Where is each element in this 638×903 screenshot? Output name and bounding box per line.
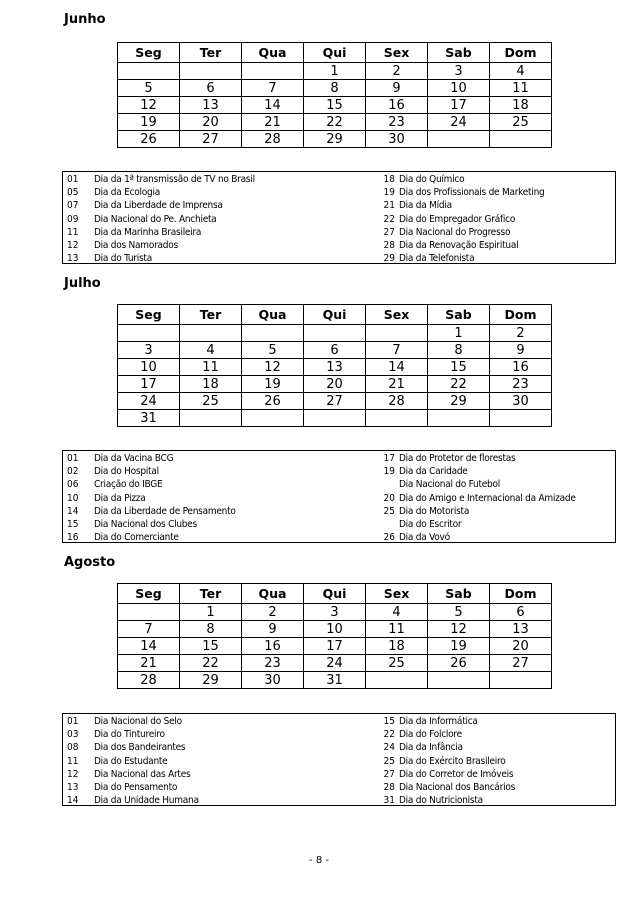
note-day: 09 (67, 213, 79, 225)
commemorative-date (63, 213, 333, 226)
day-cell: 8 (180, 621, 242, 638)
note-text: Dia da 1ª transmissão de TV no Brasil (94, 174, 255, 185)
day-cell: 6 (180, 80, 242, 97)
day-cell: 16 (490, 359, 552, 376)
month-title-julho: Julho (64, 276, 101, 291)
note-text: Dia Nacional do Futebol (399, 479, 500, 491)
day-cell (180, 325, 242, 342)
commemorative-date (63, 239, 333, 252)
note-day: 05 (67, 187, 79, 199)
day-cell: 30 (366, 131, 428, 148)
weekday-header: Sex (366, 43, 428, 63)
day-cell: 12 (242, 359, 304, 376)
note-day: 21 (383, 200, 395, 212)
weekday-header: Qua (242, 43, 304, 63)
note-text: Dia do Folclore (399, 729, 462, 741)
day-cell: 8 (428, 342, 490, 359)
note-text: Dia do Tintureiro (94, 729, 165, 741)
day-cell: 22 (180, 655, 242, 672)
day-cell (428, 672, 490, 689)
note-text: Dia da Mídia (399, 200, 452, 212)
note-day: 11 (67, 755, 79, 767)
notes-right-column (381, 452, 617, 544)
week-row (118, 359, 552, 376)
note-text: Dia Nacional dos Bancários (399, 781, 516, 793)
day-cell: 18 (366, 638, 428, 655)
day-cell: 14 (242, 97, 304, 114)
note-text: Dia do Escritor (399, 518, 462, 530)
note-text: Dia da Vacina BCG (94, 453, 174, 464)
note-text: Dia do Hospital (94, 466, 159, 478)
commemorative-date (63, 186, 333, 199)
week-row (118, 621, 552, 638)
day-cell: 9 (490, 342, 552, 359)
day-cell: 29 (180, 672, 242, 689)
week-row (118, 131, 552, 148)
day-cell: 26 (118, 131, 180, 148)
commemorative-date (63, 173, 333, 186)
weekday-header: Qui (304, 584, 366, 604)
day-cell (490, 672, 552, 689)
commemorative-date (63, 715, 333, 728)
commemorative-date (381, 794, 617, 807)
day-cell: 1 (180, 604, 242, 621)
commemorative-date (63, 768, 333, 781)
note-text: Dia Nacional do Progresso (399, 226, 511, 238)
day-cell: 18 (180, 376, 242, 393)
note-text: Dia do Turista (94, 253, 152, 265)
day-cell: 27 (304, 393, 366, 410)
day-cell: 1 (428, 325, 490, 342)
day-cell: 28 (242, 131, 304, 148)
commemorative-date (381, 186, 617, 199)
month-title-agosto: Agosto (64, 555, 116, 570)
day-cell (118, 63, 180, 80)
day-cell: 24 (428, 114, 490, 131)
day-cell: 26 (242, 393, 304, 410)
day-cell: 12 (118, 97, 180, 114)
note-text: Dia do Nutricionista (399, 795, 483, 807)
day-cell: 13 (490, 621, 552, 638)
day-cell: 5 (118, 80, 180, 97)
day-cell: 7 (366, 342, 428, 359)
day-cell: 21 (366, 376, 428, 393)
week-row (118, 604, 552, 621)
commemorative-date (381, 173, 617, 186)
weekday-header: Qui (304, 305, 366, 325)
weekday-header-row (118, 43, 552, 63)
weekday-header: Dom (490, 584, 552, 604)
weekday-header: Seg (118, 305, 180, 325)
week-row (118, 376, 552, 393)
weekday-header: Ter (180, 305, 242, 325)
weekday-header: Qua (242, 584, 304, 604)
day-cell: 15 (180, 638, 242, 655)
day-cell: 3 (428, 63, 490, 80)
note-day: 12 (67, 768, 79, 780)
note-text: Dia Nacional do Pe. Anchieta (94, 213, 217, 225)
note-day: 07 (67, 200, 79, 212)
day-cell: 19 (242, 376, 304, 393)
day-cell: 17 (118, 376, 180, 393)
day-cell: 29 (428, 393, 490, 410)
day-cell: 13 (180, 97, 242, 114)
weekday-header: Ter (180, 584, 242, 604)
day-cell: 22 (304, 114, 366, 131)
note-day: 19 (383, 466, 395, 478)
note-day: 20 (383, 492, 395, 504)
commemorative-date (63, 492, 333, 505)
note-text: Dia do Exército Brasileiro (399, 755, 506, 767)
day-cell: 11 (366, 621, 428, 638)
note-day: 31 (383, 795, 395, 807)
notes-left-column (63, 452, 333, 544)
day-cell: 21 (118, 655, 180, 672)
day-cell (242, 410, 304, 427)
note-day: 03 (67, 729, 79, 741)
note-day: 13 (67, 253, 79, 265)
note-day: 14 (67, 505, 79, 517)
day-cell: 10 (118, 359, 180, 376)
commemorative-date (381, 781, 617, 794)
note-day: 06 (67, 479, 79, 491)
commemorative-date (63, 452, 333, 465)
week-row (118, 410, 552, 427)
calendar-julho (117, 304, 552, 427)
day-cell (366, 410, 428, 427)
weekday-header: Ter (180, 43, 242, 63)
notes-left-column (63, 715, 333, 807)
note-day: 17 (383, 453, 395, 464)
day-cell: 3 (118, 342, 180, 359)
note-day: 15 (67, 518, 79, 530)
notes-right-column (381, 173, 617, 265)
day-cell: 24 (118, 393, 180, 410)
commemorative-date (63, 478, 333, 491)
note-text: Dia da Telefonista (399, 253, 475, 265)
week-row (118, 97, 552, 114)
weekday-header: Sab (428, 584, 490, 604)
day-cell (180, 63, 242, 80)
commemorative-date (63, 531, 333, 544)
day-cell: 11 (180, 359, 242, 376)
day-cell: 19 (428, 638, 490, 655)
commemorative-date (381, 226, 617, 239)
commemorative-date (381, 741, 617, 754)
note-day: 18 (383, 174, 395, 185)
note-day: 01 (67, 716, 79, 727)
note-text: Dia do Amigo e Internacional da Amizade (399, 492, 576, 504)
commemorative-date (63, 252, 333, 265)
day-cell: 27 (180, 131, 242, 148)
day-cell: 10 (304, 621, 366, 638)
day-cell: 3 (304, 604, 366, 621)
day-cell (180, 410, 242, 427)
day-cell: 17 (428, 97, 490, 114)
note-day: 27 (383, 768, 395, 780)
note-day: 24 (383, 742, 395, 754)
weekday-header-row (118, 584, 552, 604)
week-row (118, 80, 552, 97)
commemorative-date (63, 755, 333, 768)
note-day: 25 (383, 755, 395, 767)
commemorative-date (381, 239, 617, 252)
weekday-header: Sex (366, 305, 428, 325)
calendar-agosto (117, 583, 552, 689)
note-text: Dia dos Profissionais de Marketing (399, 187, 545, 199)
day-cell: 5 (242, 342, 304, 359)
day-cell: 11 (490, 80, 552, 97)
note-text: Dia do Protetor de florestas (399, 453, 516, 464)
weekday-header: Seg (118, 584, 180, 604)
month-title-junho: Junho (64, 12, 106, 27)
day-cell (304, 325, 366, 342)
commemorative-date (381, 452, 617, 465)
day-cell: 7 (242, 80, 304, 97)
commemorative-date (381, 213, 617, 226)
day-cell: 18 (490, 97, 552, 114)
note-text: Dia da Marinha Brasileira (94, 226, 202, 238)
day-cell: 20 (304, 376, 366, 393)
day-cell: 15 (428, 359, 490, 376)
day-cell: 13 (304, 359, 366, 376)
commemorative-date (381, 768, 617, 781)
week-row (118, 114, 552, 131)
commemorative-date (381, 199, 617, 212)
day-cell: 7 (118, 621, 180, 638)
note-day: 12 (67, 239, 79, 251)
commemorative-date (63, 226, 333, 239)
page-number: - 8 - (309, 855, 329, 866)
day-cell (118, 604, 180, 621)
day-cell: 6 (490, 604, 552, 621)
day-cell (118, 325, 180, 342)
weekday-header: Sab (428, 305, 490, 325)
day-cell: 28 (366, 393, 428, 410)
commemorative-date (381, 755, 617, 768)
day-cell: 29 (304, 131, 366, 148)
weekday-header: Seg (118, 43, 180, 63)
day-cell: 9 (366, 80, 428, 97)
note-text: Dia da Liberdade de Pensamento (94, 505, 236, 517)
notes-agosto (62, 713, 616, 806)
day-cell: 14 (118, 638, 180, 655)
weekday-header-row (118, 305, 552, 325)
note-day: 22 (383, 729, 395, 741)
note-day: 10 (67, 492, 79, 504)
note-day: 13 (67, 781, 79, 793)
note-day: 15 (383, 716, 395, 727)
day-cell (490, 410, 552, 427)
commemorative-date (381, 492, 617, 505)
day-cell: 9 (242, 621, 304, 638)
day-cell: 24 (304, 655, 366, 672)
weekday-header: Sex (366, 584, 428, 604)
day-cell: 22 (428, 376, 490, 393)
day-cell: 26 (428, 655, 490, 672)
note-text: Dia da Vovó (399, 532, 450, 544)
commemorative-date (381, 505, 617, 518)
day-cell (366, 672, 428, 689)
day-cell: 31 (118, 410, 180, 427)
weekday-header: Dom (490, 305, 552, 325)
note-day: 11 (67, 226, 79, 238)
day-cell (242, 63, 304, 80)
day-cell: 2 (242, 604, 304, 621)
day-cell: 8 (304, 80, 366, 97)
notes-right-column (381, 715, 617, 807)
day-cell: 25 (490, 114, 552, 131)
day-cell: 25 (366, 655, 428, 672)
note-text: Dia do Motorista (399, 505, 470, 517)
day-cell: 16 (242, 638, 304, 655)
note-text: Criação do IBGE (94, 479, 163, 491)
note-text: Dia dos Bandeirantes (94, 742, 186, 754)
day-cell: 4 (180, 342, 242, 359)
day-cell (304, 410, 366, 427)
notes-left-column (63, 173, 333, 265)
commemorative-date (63, 199, 333, 212)
note-text: Dia dos Namorados (94, 239, 178, 251)
day-cell: 30 (490, 393, 552, 410)
note-day: 19 (383, 187, 395, 199)
week-row (118, 672, 552, 689)
commemorative-date (381, 715, 617, 728)
day-cell (428, 131, 490, 148)
note-text: Dia da Liberdade de Imprensa (94, 200, 223, 212)
day-cell (428, 410, 490, 427)
day-cell (242, 325, 304, 342)
commemorative-date (63, 505, 333, 518)
note-text: Dia Nacional dos Clubes (94, 518, 197, 530)
day-cell: 20 (180, 114, 242, 131)
week-row (118, 655, 552, 672)
day-cell: 17 (304, 638, 366, 655)
commemorative-date (381, 252, 617, 265)
day-cell: 20 (490, 638, 552, 655)
note-text: Dia do Empregador Gráfico (399, 213, 516, 225)
note-text: Dia da Informática (399, 716, 478, 727)
week-row (118, 393, 552, 410)
note-text: Dia da Infância (399, 742, 463, 754)
day-cell: 1 (304, 63, 366, 80)
note-day: 01 (67, 453, 79, 464)
commemorative-date (63, 518, 333, 531)
day-cell: 15 (304, 97, 366, 114)
note-text: Dia do Corretor de Imóveis (399, 768, 514, 780)
day-cell: 16 (366, 97, 428, 114)
day-cell: 31 (304, 672, 366, 689)
day-cell: 4 (366, 604, 428, 621)
note-text: Dia da Caridade (399, 466, 468, 478)
week-row (118, 325, 552, 342)
note-day: 02 (67, 466, 79, 478)
commemorative-date (381, 518, 617, 531)
note-day: 28 (383, 781, 395, 793)
notes-julho (62, 450, 616, 543)
note-text: Dia da Pizza (94, 492, 146, 504)
note-text: Dia do Químico (399, 174, 465, 185)
note-text: Dia da Unidade Humana (94, 795, 199, 807)
note-day: 28 (383, 239, 395, 251)
day-cell: 5 (428, 604, 490, 621)
commemorative-date (63, 728, 333, 741)
note-day: 27 (383, 226, 395, 238)
commemorative-date (63, 465, 333, 478)
note-day: 16 (67, 532, 79, 544)
weekday-header: Qua (242, 305, 304, 325)
day-cell: 28 (118, 672, 180, 689)
note-text: Dia da Ecologia (94, 187, 160, 199)
note-text: Dia do Pensamento (94, 781, 178, 793)
day-cell: 21 (242, 114, 304, 131)
day-cell: 23 (490, 376, 552, 393)
day-cell: 25 (180, 393, 242, 410)
commemorative-date (381, 465, 617, 478)
commemorative-date (381, 478, 617, 491)
commemorative-date (63, 794, 333, 807)
day-cell: 23 (366, 114, 428, 131)
notes-junho (62, 171, 616, 264)
note-text: Dia Nacional das Artes (94, 768, 191, 780)
note-day: 25 (383, 505, 395, 517)
day-cell: 2 (490, 325, 552, 342)
day-cell: 4 (490, 63, 552, 80)
day-cell (490, 131, 552, 148)
note-day: 22 (383, 213, 395, 225)
weekday-header: Dom (490, 43, 552, 63)
note-text: Dia da Renovação Espiritual (399, 239, 519, 251)
day-cell: 2 (366, 63, 428, 80)
weekday-header: Sab (428, 43, 490, 63)
commemorative-date (381, 728, 617, 741)
commemorative-date (63, 781, 333, 794)
day-cell: 23 (242, 655, 304, 672)
day-cell: 19 (118, 114, 180, 131)
day-cell: 27 (490, 655, 552, 672)
note-day: 01 (67, 174, 79, 185)
note-day: 29 (383, 253, 395, 265)
note-day: 08 (67, 742, 79, 754)
day-cell: 10 (428, 80, 490, 97)
commemorative-date (381, 531, 617, 544)
note-text: Dia do Estudante (94, 755, 168, 767)
day-cell (366, 325, 428, 342)
day-cell: 30 (242, 672, 304, 689)
week-row (118, 63, 552, 80)
day-cell: 6 (304, 342, 366, 359)
commemorative-date (63, 741, 333, 754)
note-text: Dia do Comerciante (94, 532, 179, 544)
calendar-junho (117, 42, 552, 148)
week-row (118, 342, 552, 359)
note-text: Dia Nacional do Selo (94, 716, 182, 727)
note-day: 26 (383, 532, 395, 544)
day-cell: 12 (428, 621, 490, 638)
note-day: 14 (67, 795, 79, 807)
day-cell: 14 (366, 359, 428, 376)
week-row (118, 638, 552, 655)
weekday-header: Qui (304, 43, 366, 63)
